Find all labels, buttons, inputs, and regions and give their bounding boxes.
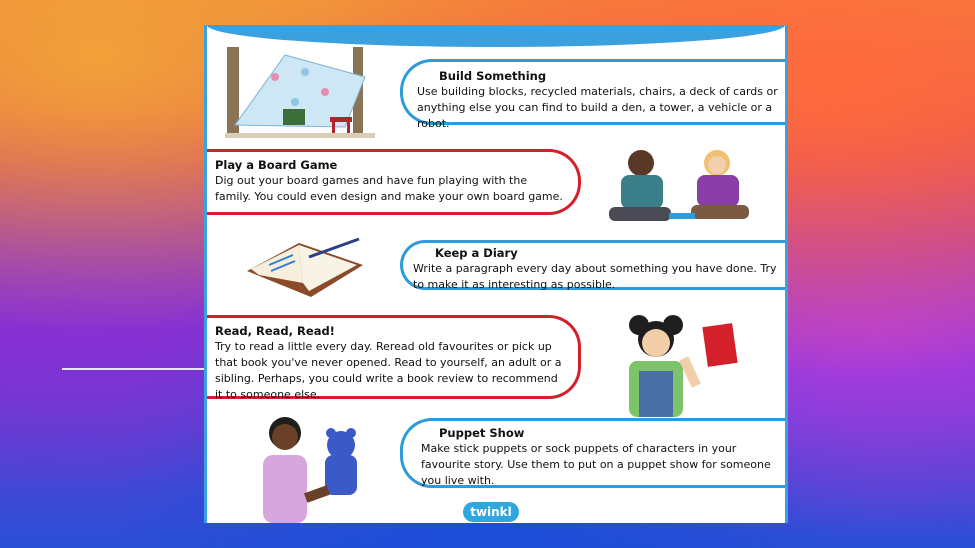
den-illustration	[225, 47, 375, 139]
activity-card-keep-a-diary	[400, 240, 788, 290]
activity-card-puppet-show	[400, 418, 788, 488]
diary-illustration	[239, 231, 369, 301]
activity-title: Build Something	[439, 69, 547, 83]
girl-with-book-illustration	[603, 305, 743, 417]
activity-poster	[204, 25, 788, 523]
activity-card-build-something	[400, 59, 788, 130]
activity-title: Play a Board Game	[215, 158, 338, 172]
poster-top-border	[207, 25, 785, 47]
children-playing-illustration	[599, 143, 759, 229]
activity-description: Try to read a little every day. Reread old favourites or pick up that book you've never opened. Read to yourself, an adult or a sibling. Perhaps, you could write a book review to recommend it to someone else.	[215, 340, 562, 401]
girl-with-puppet-illustration	[245, 409, 375, 523]
activity-card-read-read-read	[207, 315, 581, 399]
activity-title: Keep a Diary	[435, 246, 518, 260]
activity-description: Make stick puppets or sock puppets of characters in your favourite story. Use them to put on a puppet show for someone you live with.	[421, 442, 771, 487]
activity-description: Dig out your board games and have fun playing with the family. You could even design and make your own board game.	[215, 174, 563, 203]
decorative-line	[62, 368, 204, 370]
activity-card-play-a-board-game	[207, 149, 581, 215]
activity-title: Puppet Show	[439, 426, 525, 440]
activity-description: Write a paragraph every day about something you have done. Try to make it as interesting as possible.	[413, 262, 777, 291]
twinkl-logo: twinkl	[463, 502, 519, 522]
activity-description: Use building blocks, recycled materials, chairs, a deck of cards or anything else you can find to build a den, a tower, a vehicle or a robot.	[417, 85, 778, 130]
activity-title: Read, Read, Read!	[215, 324, 335, 338]
